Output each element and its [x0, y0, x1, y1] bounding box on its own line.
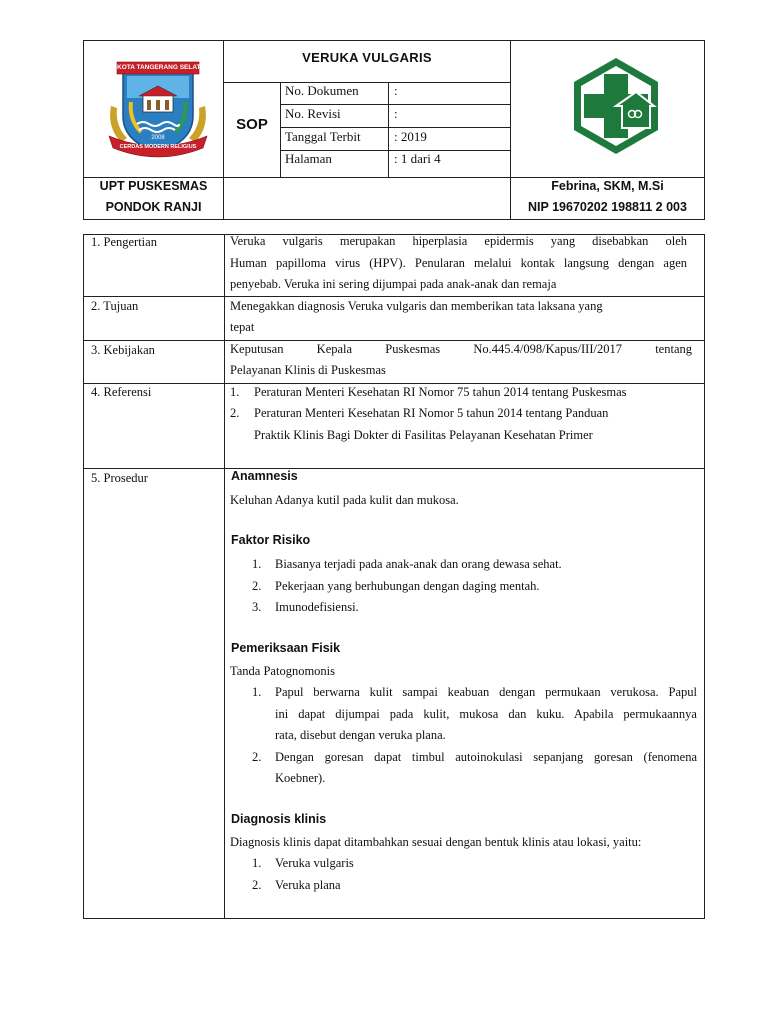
section-body-tujuan [230, 298, 687, 340]
subheading-diagnosis-klinis: Diagnosis klinis [231, 812, 327, 826]
meta-label: Tanggal Terbit [285, 129, 361, 144]
section-label-tujuan: 2. Tujuan [91, 299, 139, 313]
subheading-pemeriksaan-fisik: Pemeriksaan Fisik [231, 641, 341, 655]
meta-label: No. Revisi [285, 106, 341, 121]
signer-name: Febrina, SKM, M.Si [551, 179, 664, 193]
subheading-faktor-risiko: Faktor Risiko [231, 533, 311, 547]
text-line: Human papilloma virus (HPV). Penularan melalui kontak langsung dengan agen [230, 256, 687, 270]
list-number: 1. [230, 385, 240, 399]
list-item: Peraturan Menteri Kesehatan RI Nomor 75 tahun 2014 tentang Puskesmas [254, 385, 627, 399]
text-line: Keputusan Kepala Puskesmas No.445.4/098/Kapus/III/2017 tentang [230, 342, 692, 356]
fisik-subtitle: Tanda Patognomonis [230, 664, 336, 678]
subheading-anamnesis: Anamnesis [231, 469, 298, 483]
list-item: Praktik Klinis Bagi Dokter di Fasilitas Pelayanan Kesehatan Primer [254, 428, 593, 442]
list-item: Imunodefisiensi. [275, 600, 359, 614]
list-number: 2. [252, 750, 262, 764]
list-number: 1. [252, 685, 262, 699]
kota-tangerang-selatan-logo [103, 58, 213, 160]
puskesmas-logo [566, 56, 666, 156]
meta-value: : [394, 106, 398, 121]
meta-value: : 2019 [394, 129, 427, 144]
text-line: Veruka vulgaris merupakan hiperplasia epidermis yang disebabkan oleh [230, 234, 687, 248]
list-item: Biasanya terjadi pada anak-anak dan orang dewasa sehat. [275, 557, 562, 571]
list-item: Veruka plana [275, 878, 341, 892]
sop-label: SOP [236, 116, 268, 133]
list-item: ini dapat dijumpai pada kulit, mukosa dan kuku. Apabila permukaannya [275, 707, 697, 721]
logo-banner-text: KOTA TANGERANG SELATAN [117, 64, 210, 71]
text-line: tepat [230, 320, 255, 334]
logo-year-text: 2008 [151, 135, 165, 141]
diagnosis-text: Diagnosis klinis dapat ditambahkan sesuai dengan bentuk klinis atau lokasi, yaitu: [230, 835, 642, 849]
list-item: Veruka vulgaris [275, 856, 354, 870]
text-line: Menegakkan diagnosis Veruka vulgaris dan memberikan tata laksana yang [230, 299, 603, 313]
section-body-pengertian [230, 233, 687, 297]
section-body-prosedur [230, 468, 700, 916]
anamnesis-text: Keluhan Adanya kutil pada kulit dan mukosa. [230, 493, 459, 507]
section-label-pengertian: 1. Pengertian [91, 235, 157, 249]
section-body-kebijakan [230, 341, 692, 383]
meta-value: : 1 dari 4 [394, 151, 441, 166]
section-label-kebijakan: 3. Kebijakan [91, 343, 155, 357]
list-number: 2. [230, 406, 240, 420]
text-line: Pelayanan Klinis di Puskesmas [230, 363, 386, 377]
list-item: Dengan goresan dapat timbul autoinokulasi sepanjang goresan (fenomena [275, 750, 697, 764]
section-label-prosedur: 5. Prosedur [91, 471, 148, 485]
signer-nip: NIP 19670202 198811 2 003 [528, 200, 687, 214]
list-number: 2. [252, 878, 262, 892]
list-number: 3. [252, 600, 262, 614]
meta-label: No. Dokumen [285, 83, 359, 98]
section-label-referensi: 4. Referensi [91, 385, 152, 399]
list-number: 1. [252, 557, 262, 571]
list-number: 2. [252, 579, 262, 593]
list-item: Pekerjaan yang berhubungan dengan daging mentah. [275, 579, 540, 593]
list-item: Koebner). [275, 771, 326, 785]
org-name-line2: PONDOK RANJI [105, 200, 202, 214]
list-item: Peraturan Menteri Kesehatan RI Nomor 5 tahun 2014 tentang Panduan [254, 406, 609, 420]
logo-ribbon-text: CERDAS MODERN RELIGIUS [119, 144, 197, 150]
document-title: VERUKA VULGARIS [302, 50, 432, 65]
list-number: 1. [252, 856, 262, 870]
meta-label: Halaman [285, 151, 332, 166]
text-line: penyebab. Veruka ini sering dijumpai pada anak-anak dan remaja [230, 277, 557, 291]
org-name-line1: UPT PUSKESMAS [99, 179, 208, 193]
list-item: Papul berwarna kulit sampai keabuan dengan permukaan verukosa. Papul [275, 685, 697, 699]
list-item: rata, disebut dengan veruka plana. [275, 728, 446, 742]
meta-value: : [394, 83, 398, 98]
